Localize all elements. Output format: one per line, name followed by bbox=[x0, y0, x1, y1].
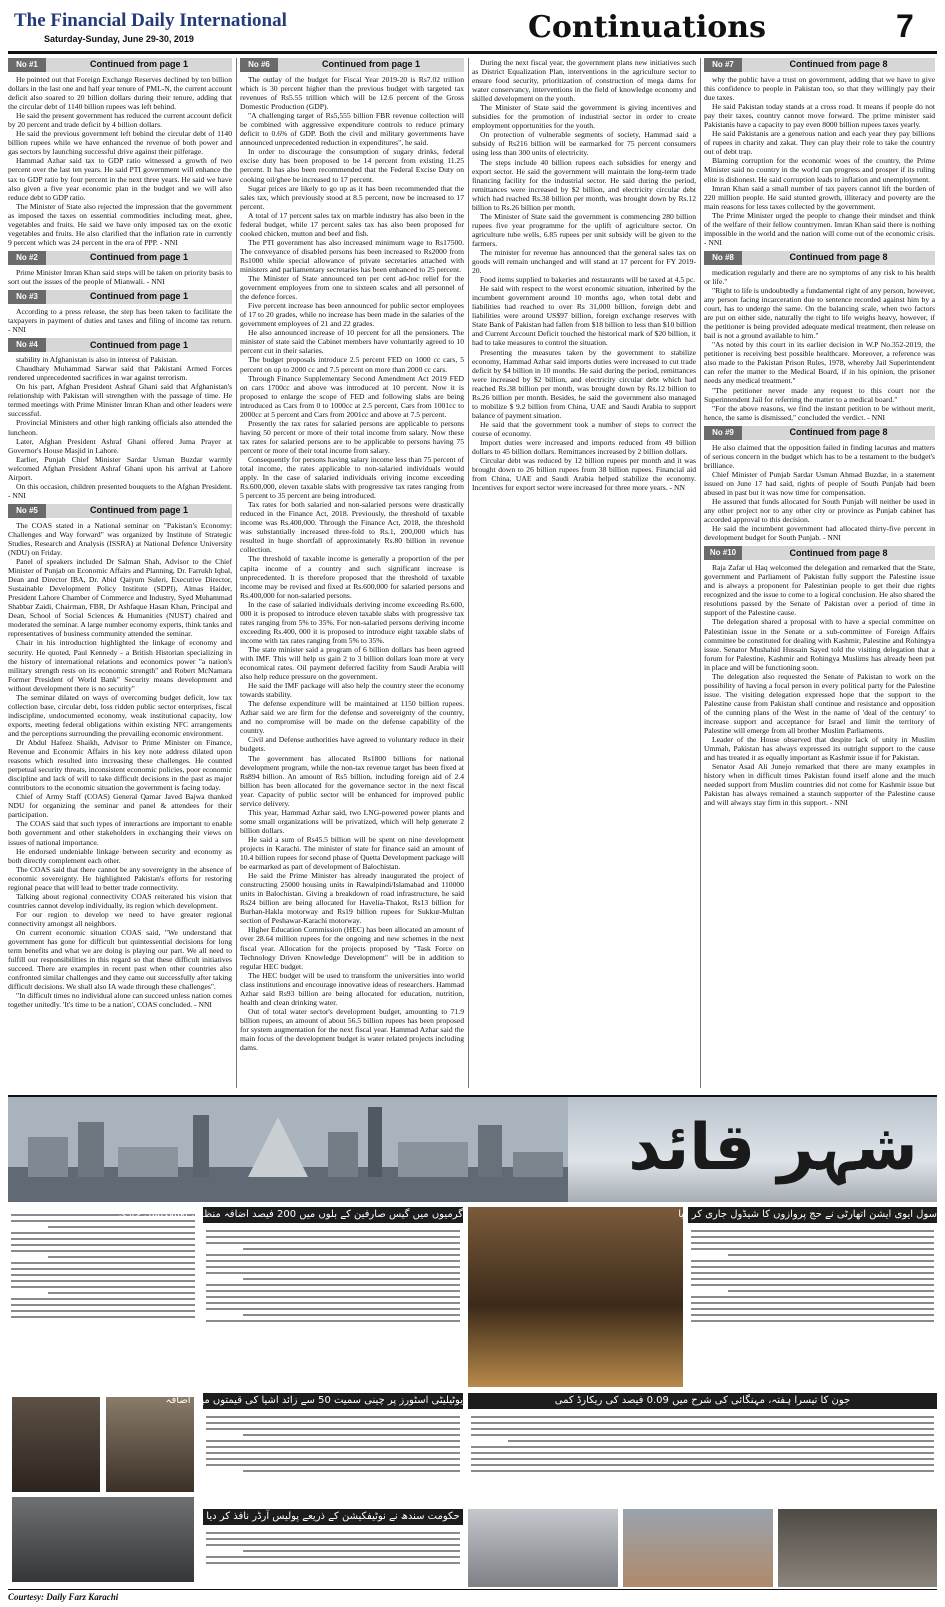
story-header bbox=[704, 426, 935, 440]
masthead-rule bbox=[8, 51, 937, 54]
story-paragraph: He said a sum of Rs45.5 billion will be spent on nine development projects in Karachi. The minister of state for finance said an amount of 10.4 billion rupees for second phase of Quetta Development package will be earmarked as part of development of Balochistan. bbox=[240, 834, 464, 872]
story-block bbox=[704, 251, 935, 422]
story-paragraph: Civil and Defense authorities have agreed to voluntary reduce in their budgets. bbox=[240, 735, 464, 754]
story-continued-label: Continued from page 1 bbox=[89, 505, 188, 516]
story-paragraph: He said the Prime Minister has already inaugurated the project of constructing 25000 housing units in Rawalpindi/Islamabad and 110000 units in Balochistan. Giving a breakdown of road infrastructure, he said Rs24 billion are being allocated for Havelia-Thakot, Rs13 billion for Burhan-Hakla motorway and Rs19 billion rupees for Sukkur-Multan section of Peshawar-Karachi motorway. bbox=[240, 871, 464, 926]
story-paragraph: Senator Asad Ali Junejo remarked that there are many examples in history when in difficult times Pakistan found itself alone and the much needed support from Muslim countries did not come for Kashmir issue but Pakistan has always remained a staunch supporter of the Palestine cause and will always stay firm in this support. - NNI bbox=[704, 762, 935, 808]
story-paragraph: On current economic situation COAS said, "We understand that government has gone for difficult but quintessential decisions for long term benefits and what we are doing is playing our part. We all need to fulfill our responsibilities in this regard so that these difficult initiatives succeed. There are examples in recent past when other countries also confronted similar challenges and they came out successfully after taking difficult decisions. We shall also IA wade through these challenges". bbox=[8, 927, 232, 992]
courtesy-credit: Courtesy: Daily Farz Karachi bbox=[8, 1592, 119, 1602]
urdu-story-4 bbox=[468, 1393, 937, 1503]
story-paragraph: "For the above reasons, we find the instant petition to be without merit, hence, the same is dismissed," concluded the verdict. - NNI bbox=[704, 403, 935, 422]
urdu-headline: حکومت سندھ نے نوٹیفکیشن کے ذریعے پولیس آرڈر نافذ کر دیا bbox=[203, 1509, 463, 1525]
story-paragraph: He said the present government has reduced the current account deficit by 20 percent and trade deficit by 4 billion dollars. bbox=[8, 111, 232, 130]
story-paragraph: The minister for revenue has announced that the general sales tax on goods will remain unchanged and will stand at 17 percent for FY 2019-20. bbox=[472, 247, 696, 276]
news-photo bbox=[12, 1497, 194, 1582]
story-paragraph: medication regularly and there are no symptoms of any risk to his health or life." bbox=[704, 267, 935, 286]
story-paragraph: He endorsed undeniable linkage between security and economy as both directly complement each other. bbox=[8, 846, 232, 865]
story-continued-label: Continued from page 8 bbox=[789, 59, 888, 70]
story-paragraph: For our region to develop we need to have greater regional connectivity amongst all neighbors. bbox=[8, 909, 232, 928]
story-paragraph: Hammad Azhar said tax to GDP ratio witnessed a growth of two percent over the last ten years. He said PTI government will enhance the tax to GDP ratio by four percent in the next three years. He said we have also given a five year economic plan in the budget and we will also reduce debt to GDP ratio. bbox=[8, 156, 232, 202]
story-paragraph: Chief of Army Staff (COAS) General Qamar Javed Bajwa thanked NDU for organizing the seminar and panel & attendees for their participation. bbox=[8, 792, 232, 820]
story-number: No #10 bbox=[704, 546, 742, 560]
urdu-story-5 bbox=[203, 1509, 463, 1587]
story-paragraph: He said that the government took a number of steps to correct the course of economy. bbox=[472, 419, 696, 438]
story-number: No #2 bbox=[8, 251, 46, 265]
story-header bbox=[8, 251, 232, 265]
story-paragraph: The steps include 40 billion rupees each subsidies for energy and export sector. He said the government will maintain the long-term trade financing facility for the industrial sector. He said during the period, remittances were increased by $2 billion, and electricity circular debt which had reached Rs.38 billion per month, was brought down by Rs.12 billion to Rs.26 billion per month. bbox=[472, 157, 696, 212]
story-header bbox=[704, 58, 935, 72]
story-number: No #7 bbox=[704, 58, 742, 72]
story-block bbox=[8, 251, 232, 286]
story-paragraph: This year, Hammad Azhar said, two LNG-powered power plants and some small organizations will be privatized, which will help generate 2 billion dollars. bbox=[240, 807, 464, 835]
story-paragraph: Chair in his introduction highlighted the linkage of economy and security. He quoted, Paul Kennedy - a British Historian specializing in the history of international relations and economics power "a nation's military strength rests on its economic strength" and Robert McNamara Former President of World Bank" Security means development and without development there is no security" bbox=[8, 638, 232, 693]
urdu-headline: یوٹیلیٹی اسٹورز پر چینی سمیت 50 سے زائد اشیا کی قیمتوں میں اضافہ bbox=[203, 1393, 463, 1409]
masthead bbox=[8, 6, 937, 50]
story-paragraph: Through Finance Supplementary Second Amendment Act 2019 FED on cars 1700cc and above was introduced at 10 percent. Now it is proposed to enlarge the scope of FED and following slabs are being introduced as Cars from 0 to 1000cc at 2.5 percent, Cars from 1001cc to 2000cc at 5 percent and Cars from 2001cc and above at 7.5 percent. bbox=[240, 373, 464, 419]
urdu-headline: سول ایوی ایشن اتھارٹی نے حج پروازوں کا شیڈول جاری کر دیا bbox=[688, 1207, 937, 1223]
story-paragraph: Circular debt was reduced by 12 billion rupees per month and it was brought down to 26 billion rupees from 38 billion rupees. Financial aid from China, UAE and Saudi Arabia helped stabilize the economy. Incentives for export sector were increased for three more years. - NN bbox=[472, 456, 696, 493]
section-title: Continuations bbox=[528, 10, 766, 45]
column-3 bbox=[472, 58, 696, 1088]
column-divider bbox=[468, 58, 469, 1088]
story-paragraph: Provincial Ministers and other high ranking officials also attended the luncheon. bbox=[8, 418, 232, 437]
story-paragraph: During the next fiscal year, the government plans new initiatives such as District Equalization Plan, interventions in the agriculture sector to ensure food security, prioritization of construction of mega dams for water conservancy, interventions in the field of knowledge economy and skilled development on the youth. bbox=[472, 58, 696, 104]
story-number: No #9 bbox=[704, 426, 742, 440]
story-number: No #8 bbox=[704, 251, 742, 265]
news-photo bbox=[468, 1509, 618, 1587]
news-photo bbox=[778, 1509, 937, 1587]
story-paragraph: The defense expenditure will be maintained at 1150 billion rupees. Azhar said we are firm for the defense and sovereignty of the country, and no compromise will be made on the defense capability of the country. bbox=[240, 699, 464, 736]
story-paragraph: Consequently for persons having salary income less than 75 percent of total income, the rates applicable to non-salaried individuals would apply. In the case of salaried individuals eriving income exceeding Rs.600,000, eleven taxable slabs with progressive tax rates ranging from 5 percent to 35 percent are being introduced. bbox=[240, 454, 464, 501]
story-block bbox=[8, 338, 232, 500]
story-block bbox=[8, 58, 232, 247]
story-paragraph: The Minister of State announced ten per cent ad-hoc relief for the government employees from one to sixteen scales and all personnel of the defence forces. bbox=[240, 274, 464, 302]
skyline-image bbox=[8, 1097, 568, 1202]
story-paragraph: Raja Zafar ul Haq welcomed the delegation and remarked that the State, government and Parliament of Pakistan fully support the Palestine issue and is always a proponent for Palestinian people to get their due rights recognized and the issue to come to a logical conclusion. He also shared the resolutions passed by the Senate of Pakistan over a period of time in support of the Palestine cause. bbox=[704, 563, 935, 618]
news-photo bbox=[106, 1397, 194, 1492]
story-paragraph: The COAS said that there cannot be any sovereignty in the absence of economic sovereignty. He highlighted Pakistan's efforts for restoring regional peace that will lead to better trade connectivity. bbox=[8, 864, 232, 892]
story-paragraph: He said Pakistan today stands at a cross road. It means if people do not pay their taxes, country cannot move forward. The prime minister said Pakistanis have a capacity to pay even 8000 billion rupees taxes yearly. bbox=[704, 102, 935, 130]
story-paragraph: He also announced increase of 10 percent for all the pensioners. The minister of state said the Cabinet members have voluntarily agreed to 10 percent cut in their salaries. bbox=[240, 328, 464, 356]
story-paragraph: Leader of the House observed that despite lack of unity in Muslim Ummah, Pakistan has always expressed its outright support to the cause and has treated it as equally important as Kashmir issue if for Pakistan. bbox=[704, 735, 935, 763]
column-1 bbox=[8, 58, 232, 1088]
story-continued-label: Continued from page 8 bbox=[789, 252, 888, 263]
story-paragraph: On protection of vulnerable segments of society, Hammad said a subsidy of Rs216 billion will be earmarked for 75 percent consumers using less than 300 units of electricity. bbox=[472, 130, 696, 158]
story-paragraph: On this occasion, children presented bouquets to the Afghan President. - NNI bbox=[8, 481, 232, 500]
story-paragraph: The Minister of State said the government is giving incentives and subsidies for the promotion of industrial sector in order to create employment opportunities for the youth. bbox=[472, 103, 696, 131]
story-continued-label: Continued from page 1 bbox=[89, 291, 188, 302]
story-number: No #5 bbox=[8, 504, 46, 518]
story-paragraph: Presenting the measures taken by the government to stabilize economy, Hammad Azhar said imports duties were increased to cut trade deficit by $4 billion in 10 months. He said during the period, remittances were increased by $2 billion, and electricity circular debt which had reached Rs.38 billion per month, was brought down by Rs.12 billion to Rs.26 billion per month. Besides, he said the government also managed to mobilize $ 9.2 billion from China, UAE and Saudi Arabia to support balance of payment situation. bbox=[472, 347, 696, 420]
story-paragraph: The outlay of the budget for Fiscal Year 2019-20 is Rs7.02 trillion which is 30 percent higher than the previous budget with targeted tax revenues of Rs5.55 trillion which will be 12.6 percent of the Gross Domestic Production (GDP). bbox=[240, 75, 464, 112]
story-paragraph: The HEC budget will be used to transform the universities into world class institutions and encourage innovative ideas of researchers. Hammad Azhar said Rs93 billion are being allocated for education, nutrition, health and clean drinking water. bbox=[240, 970, 464, 1007]
story-paragraph: Food items supplied to bakeries and restaurants will be taxed at 4.5 pc. bbox=[480, 275, 696, 285]
story-header bbox=[704, 546, 935, 560]
story-paragraph: The seminar dilated on ways of overcoming budget deficit, low tax collection base, circular debt, loss ridden public sector enterprises, fiscal indiscipline, undocumented economy, weak institutional capacity, low exports, meeting federal obligations within existing NFC arrangements and the perceptions surrounding the prevailing economic environment. bbox=[8, 692, 232, 738]
story-paragraph: He said the incumbent government had allocated thirty-five percent in development budget for South Punjab. - NNI bbox=[704, 524, 935, 543]
story-paragraph: The PTI government has also increased minimum wage to Rs17500. The conveyance of disabled persons has been increased to Rs2000 from Rs1000 while special allowance of private secretaries attached with ministers and parliamentary secretaries has been enhanced to 25 percent. bbox=[240, 237, 464, 274]
news-photo bbox=[12, 1397, 100, 1492]
story-paragraph: Import duties were increased and imports reduced from 49 billion dollars to 45 billion dollars. Remittances increased by 2 billion dollars. bbox=[472, 437, 696, 457]
story-header bbox=[8, 290, 232, 304]
story-header bbox=[8, 58, 232, 72]
story-paragraph: In the case of salaried individuals deriving income exceeding Rs.600, 000 it is proposed to introduce eleven taxable slabs with progressive tax rates ranging from 5% to 35%. For non-salaried persons deriving income exceeding Rs.400, 000 it is proposed to introduce eight taxable slabs of income with tax rates ranging from 5% to 35%. bbox=[240, 599, 464, 645]
page-number: 7 bbox=[896, 8, 914, 44]
story-paragraph: The budget proposals introduce 2.5 percent FED on 1000 cc cars, 5 percent on up to 2000 cc and 7.5 percent on more than 2000 cc cars. bbox=[240, 355, 464, 374]
story-block bbox=[472, 58, 696, 492]
story-paragraph: Sugar prices are likely to go up as it has been recommended that the sales tax, which previously stood at 8.5 percent, now be increased to 17 percent. bbox=[240, 183, 464, 211]
story-continued-label: Continued from page 1 bbox=[89, 252, 188, 263]
story-text-lines bbox=[8, 1207, 198, 1318]
story-header bbox=[704, 251, 935, 265]
story-paragraph: According to a press release, the step has been taken to facilitate the taxpayers in payment of duties and taxes and filing of income tax return. - NNI bbox=[8, 306, 232, 335]
story-continued-label: Continued from page 1 bbox=[89, 339, 188, 350]
story-paragraph: Talking about regional connectivity COAS reiterated his vision that countries cannot develop individually, its region which development. bbox=[8, 891, 232, 910]
story-block bbox=[8, 290, 232, 334]
column-2 bbox=[240, 58, 464, 1088]
story-paragraph: The Minister of State also rejected the impression that the government as imposed the taxes on essential commodities including meat, ghee, vegetables and fruits. He said we have only imposed tax on the exotic vegetables and fruits. He also clarified that the inflation rate in currently 9 percent which was 24 percent in the era of PPP. - NNI bbox=[8, 201, 232, 247]
story-paragraph: The Minister of State said the government is commencing 280 billion rupees five year programme for the uplift of agriculture sector. On agriculture tube wells, 6.85 rupees per unit subsidy will be given to the farmers. bbox=[472, 211, 696, 248]
banner-title: شہر قائد bbox=[628, 1111, 918, 1185]
story-paragraph: He said with respect to the worst economic situation, inherited by the incumbent government around 10 months ago, when total debt and liabilities had reached to over Rs 31,000 billion, foreign debt and liabilities were around US$97 billion, foreign exchange reserves with State Bank of Pakistan had fallen from $18 billion to less than $10 billion and Current Account Deficit touched the historical mark of $20 billion, it had to take measures to control the situation. bbox=[472, 284, 696, 348]
column-4 bbox=[704, 58, 935, 1088]
story-paragraph: Dr Abdul Hafeez Shaikh, Advisor to Prime Minister on Finance, Revenue and Economic Affairs in his key note address dilated upon reasons which resulted into increasing these challenges. He counted perpetual security threats, inconsistent economic policies, poor economic discipline and lack of will to take difficult decisions in the past as major contributors to the economic situation the government is facing today. bbox=[8, 738, 232, 793]
story-paragraph: The delegation shared a proposal with to have a special committee on Palestinian issue in the Senate or a sub-committee of Foreign Affairs committee be constituted for dealing with Kashmir, Palestine and Rohingya issue. Senator Mushahid Hussain Sayed told the visiting delegation that a forum for Palestine, Kashmir and Rohingya Muslims has already been put in place and will be functioning soon. bbox=[704, 617, 935, 672]
story-block bbox=[704, 58, 935, 247]
city-banner bbox=[8, 1097, 937, 1202]
story-paragraph: Five percent increase has been announced for public sector employees of 17 to 20 grades, while no increase has been made in the salaries of the government employees of 21 and 22 grades. bbox=[240, 301, 464, 329]
column-divider bbox=[700, 58, 701, 1088]
story-paragraph: He said Pakistanis are a generous nation and each year they pay billions of rupees in charity and zakat. They can play their role to take the country out of debt trap. bbox=[704, 129, 935, 157]
story-number: No #1 bbox=[8, 58, 46, 72]
story-paragraph: He said the previous government left behind the circular debt of 1140 billion rupees while we have enhanced the revenue of both power and gas sectors by launching successful drive against their pilferage. bbox=[8, 129, 232, 157]
news-photo bbox=[623, 1509, 773, 1587]
story-paragraph: Out of total water sector's development budget, amounting to 71.9 billion rupees, an amount of about 56.5 billion rupees has been proposed for system augmentation for the next fiscal year. Hammad Azhar said the main focus of the development budget is water related projects including dams. bbox=[240, 1006, 464, 1053]
urdu-story-3 bbox=[165, 1393, 463, 1503]
story-paragraph: In order to discourage the consumption of sugary drinks, federal excise duty has been proposed to be 14 percent from existing 11.25 percent. It has also been recommended that the Federal Excise Duty on cooking oil/ghee be increased to 17 percent. bbox=[240, 147, 464, 184]
story-paragraph: He said the IMF package will also help the country steer the economy towards stability. bbox=[240, 681, 464, 700]
story-paragraph: Prime Minister Imran Khan said steps will be taken on priority basis to sort out the issues of the people of Mianwali. - NNI bbox=[8, 267, 232, 286]
story-continued-label: Continued from page 8 bbox=[789, 547, 888, 558]
urdu-city-section bbox=[8, 1095, 937, 1590]
story-header bbox=[240, 58, 464, 72]
story-continued-label: Continued from page 8 bbox=[789, 427, 888, 438]
story-block bbox=[240, 58, 464, 1052]
story-paragraph: A total of 17 percent sales tax on marble industry has also been in the federal budget, while 17 percent sales tax has also been proposed for cooked chicken, mutton and beef and fish. bbox=[240, 210, 464, 238]
urdu-story-1 bbox=[118, 1207, 463, 1387]
urdu-story-2 bbox=[678, 1207, 937, 1387]
story-paragraph: "The petitioner never made any request to this court nor the Superintendent Jail for referring the matter to a medical board." bbox=[704, 385, 935, 404]
story-paragraph: Panel of speakers included Dr Salman Shah, Advisor to the Chief Minister of Punjab on Economic Affairs and Planning, Dr. Farrukh Iqbal, Dean and Director IBA, Dr. Abid Qaiyum Suleri, Executive Director, Sustainable Development Policy Institute (SDPI), Almas Haider, President Lahore Chamber of Commerce and Industry, Syed Muhammad Shabbar Zaidi, Chairman, FBR, Dr Ashfaque Hasan Khan, Principal and Dean, School of Social Sciences & Humanities (NUST) chaired and moderated the seminar. A large number economy experts, think tanks and representatives of business community attended the seminar. bbox=[8, 557, 232, 639]
story-paragraph: Blaming corruption for the economic woes of the country, the Prime Minister said no country in the world can progress and prosper if its ruling elite is dishonest. He said corruption leads to inflation and unemployment. bbox=[704, 156, 935, 184]
story-paragraph: The government has allocated Rs1800 billions for national development program, while the non-tax revenue target has been fixed at Rs894 billion. An amount of Rs5 billion, including foreign aid of 2.4 billion has been allocated for the governance sector in the next fiscal year. Capacity of public sector will be enhanced for improved public service delivery. bbox=[240, 753, 464, 808]
story-paragraph: Imran Khan said a small number of tax payers cannot lift the burden of 220 million people. He said stunted growth, illiteracy and poverty are the main reasons for less taxes collected by the government. bbox=[704, 183, 935, 211]
story-number: No #4 bbox=[8, 338, 46, 352]
story-paragraph: Earlier, Punjab Chief Minister Sardar Usman Buzdar warmly welcomed Afghan President Ashraf Ghani upon his arrival at Lahore Airport. bbox=[8, 454, 232, 482]
story-paragraph: The COAS said that such types of interactions are important to enable both government and other stakeholders in exchanging their views on issues of national importance. bbox=[8, 819, 232, 847]
story-paragraph: Higher Education Commission (HEC) has been allocated an amount of over 28.64 million rupees for the ongoing and new schemes in the next fiscal year. Allocation for the projects proposed by "Task Force on Technology Driven Knowledge Development" will be in addition to regular HEC budget. bbox=[240, 925, 464, 971]
story-paragraph: stability in Afghanistan is also in interest of Pakistan. bbox=[16, 355, 178, 365]
story-block bbox=[8, 504, 232, 1010]
story-continued-label: Continued from page 1 bbox=[89, 59, 188, 70]
story-paragraph: Chaudhary Muhammad Sarwar said that Pakistani Armed Forces rendered unprecedented sacrifices in war against terrorism. bbox=[8, 364, 232, 383]
story-paragraph: "As noted by this court in its earlier decision in W.P No.352-2019, the petitioner is receiving best possible healthcare. Moreover, a reference was also made to the Pakistan Prison Rules, 1978, whereby Jail Superintendent can refer the matter to the Medical Board, if in his opinion, the prisoner needs any medical treatment." bbox=[704, 340, 935, 386]
story-block bbox=[704, 546, 935, 807]
story-paragraph: Chief Minister of Punjab Sardar Usman Ahmad Buzdar, in a statement issued on June 17 had said, rights of people of South Punjab had been abused in past but it was now time for compensation. bbox=[704, 469, 935, 497]
issue-date: Saturday-Sunday, June 29-30, 2019 bbox=[44, 34, 194, 44]
story-paragraph: "A challenging target of Rs5,555 billion FBR revenue collection will be combined with aggressive expenditure controls to reduce primary deficit to 0.6% of GDP. Both the civil and military governments have announced unprecedented reduction in expenditures", he said. bbox=[240, 111, 464, 148]
story-paragraph: The Prime Minister urged the people to change their mindset and think of the welfare of their fellow countrymen. Imran Khan said there is nothing impossible in the world and the nation will come out of the economic crisis. - NNI bbox=[704, 210, 935, 247]
story-paragraph: The COAS stated in a National seminar on "Pakistan's Economy: Challenges and Way forward" was organized by Institute of Strategic Studies, Research and Analysis (ISSRA) at National Defence University (NDU) on Friday. bbox=[8, 520, 232, 558]
urdu-headline: گرمیوں میں گیس صارفین کے بلوں میں 200 فیصد اضافہ منظور، نوٹیفکیشن جاری bbox=[203, 1207, 463, 1223]
story-paragraph: "Right to life is undoubtedly a fundamental right of any person, however, any person facing incarceration due to sentence recorded against him by a court, has to undergo the same. On the balancing scale, when two factors are put on either side, naturally the right to life weighs heavy, however, if the petitioner is being provided adequate medical treatment, then release on bail is not a ground available to him." bbox=[704, 285, 935, 341]
story-paragraph: Later, Afghan President Ashraf Ghani offered Juma Prayer at Governor's House Masjid in Lahore. bbox=[8, 436, 232, 455]
story-number: No #6 bbox=[240, 58, 278, 72]
story-header bbox=[8, 338, 232, 352]
story-paragraph: why the public have a trust on government, adding that we have to give this confidence to people in Pakistan too, so that they willingly pay their due taxes. bbox=[704, 75, 935, 103]
story-paragraph: Presently the tax rates for salaried persons are applicable to persons having 50 percent or more of their total income from salary. Now these tax rates for salaried persons are to be applicable to persons having 75 percent or more of their total income from salary. bbox=[240, 418, 464, 455]
story-paragraph: The delegation also requested the Senate of Pakistan to work on the possibility of having a focal person in every political party for the Palestine issue. The visiting delegation expressed hope that the support to the Palestine cause from Pakistan shall continue and resistance and opposition of the cunning plans of the West in the name of 'deal of the century' to increase support and acceptance for Israel and limit the territory of Palestine will emerge from all brother Muslim Parliaments. bbox=[704, 671, 935, 736]
story-paragraph: On his part, Afghan President Ashraf Ghani said that Afghanistan's relationship with Pakistan will strengthen with the passage of time. He termed meetings with Prime Minister Imran Khan and other leaders were successful. bbox=[8, 382, 232, 419]
column-divider bbox=[236, 58, 237, 1088]
story-paragraph: The state minister said a program of 6 billion dollars has been agreed with IMF. This will help us gain 2 to 3 billion dollars loan more at very economical rates. Oil payment deferred facility from Saudi Arabia will also help reduce pressure on the government. bbox=[240, 644, 464, 682]
urdu-headline: جون کا تیسرا ہفتہ، مہنگائی کی شرح میں 0.09 فیصد کی ریکارڈ کمی bbox=[468, 1393, 937, 1409]
story-header bbox=[8, 504, 232, 518]
story-number: No #3 bbox=[8, 290, 46, 304]
newspaper-name: The Financial Daily International bbox=[14, 10, 287, 31]
story-paragraph: Tax rates for both salaried and non-salaried persons were drastically reduced in the Finance Act, 2018. Previously, the threshold of taxable income was Rs.400,000. Through the Finance Act, 2018, the threshold was substantially increased three-fold to Rs.1, 200,000 which has resulted in huge shortfall of approximately Rs.80 billion in revenue collection. bbox=[240, 500, 464, 555]
story-paragraph: He also claimed that the opposition failed in finding lacunas and matters of serious concern in the budget which has to be a testament to the budget's brilliance. bbox=[704, 442, 935, 470]
story-block bbox=[704, 426, 935, 543]
story-paragraph: "In difficult times no individual alone can succeed unless nation comes together unitedly. 'It's time to be a nation', COAS concluded. - NNI bbox=[8, 991, 232, 1010]
story-paragraph: He pointed out that Foreign Exchange Reserves declined by ten billion dollars in the last one and half year tenure of PML-N, the current account deficit also soared to 20 billion dollars during their tenure, adding that the circular debt of 1140 billion rupees was left behind. bbox=[8, 75, 232, 112]
story-paragraph: He assured that funds allocated for South Punjab will neither be used in any other project nor to any other city or province as Punjab cabinet has accorded approval to this decision. bbox=[704, 496, 935, 525]
group-photo bbox=[468, 1207, 683, 1387]
footer-rule bbox=[8, 1589, 937, 1590]
story-continued-label: Continued from page 1 bbox=[321, 59, 420, 70]
story-paragraph: The threshold of taxable income is generally a proportion of the per capita income of a country and such significant increase is unprecedented. It is therefore proposed that the threshold of taxable income may be revised and fixed at Rs.600,000 for salaried persons and Rs.400,000 for non-salaried persons. bbox=[240, 554, 464, 600]
